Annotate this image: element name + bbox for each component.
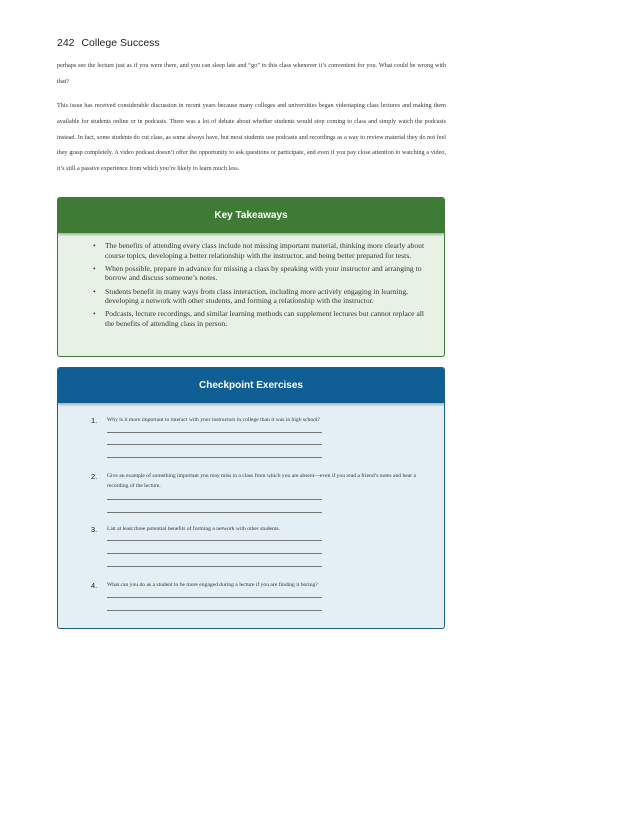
answer-line[interactable] — [107, 457, 322, 458]
question-number: 2. — [91, 472, 98, 481]
question-number: 1. — [91, 416, 98, 425]
answer-line[interactable] — [107, 597, 322, 598]
takeaway-text: The benefits of attending every class include not missing important material, thinking more clearly about course topics, developing a better relationship with the instructor, and being better prepared for tests. — [105, 241, 425, 260]
book-title: College Success — [81, 37, 160, 49]
takeaway-item — [93, 263, 431, 283]
takeaway-text: Students benefit in many ways from class interaction, including more actively engaging in learning, developing a network with other students, and forming a relationship with the instructor. — [105, 286, 409, 306]
page-number: 242 — [57, 37, 75, 49]
answer-line[interactable] — [107, 512, 322, 513]
question-number: 3. — [91, 525, 98, 534]
checkpoint-exercises-box — [57, 367, 445, 629]
page-header — [57, 37, 160, 49]
checkpoint-title: Checkpoint Exercises — [58, 368, 444, 403]
question-text: What can you do as a student to be more engaged during a lecture if you are finding it boring? — [107, 582, 318, 588]
bullet-icon: • — [93, 286, 96, 296]
question-text: Give an example of something important you may miss in a class from which you are absent—even if you read a friend’s notes and hear a recording of the lecture. — [107, 473, 416, 489]
takeaway-item — [93, 286, 431, 306]
question-text: List at least three potential benefits of forming a network with other students. — [107, 526, 280, 532]
answer-line[interactable] — [107, 432, 322, 433]
question-number: 4. — [91, 581, 98, 590]
bullet-icon: • — [93, 241, 96, 250]
takeaway-item — [93, 241, 431, 260]
question-text: Why is it more important to interact with your instructors in college than it was in high school? — [107, 417, 320, 423]
key-takeaways-box — [57, 197, 445, 357]
takeaway-item — [93, 309, 431, 328]
answer-line[interactable] — [107, 444, 322, 445]
answer-line[interactable] — [107, 499, 322, 500]
body-paragraph: This issue has received considerable discussion in recent years because many colleges and universities began videotaping class lectures and making them available for students online or in podcasts. There was a lot of debate about whether students would stop coming to class and simply watch the podcasts instead. In fact, some students do cut class, as some always have, but most students use podcasts and recordings as a way to review material they do not feel they grasp completely. A video podcast doesn’t offer the opportunity to ask questions or participate, and even if you pay close attention to watching a video, it’s still a passive experience from which you’re likely to learn much less. — [57, 102, 446, 173]
key-takeaways-title: Key Takeaways — [58, 198, 444, 233]
takeaways-list — [58, 241, 444, 329]
takeaway-text: When possible, prepare in advance for missing a class by speaking with your instructor and arranging to borrow and discuss someone’s notes. — [105, 263, 422, 283]
body-paragraph: perhaps see the lecture just as if you were there, and you can sleep late and “go” to this class whenever it’s convenient for you. What could be wrong with that? — [57, 62, 446, 85]
answer-line[interactable] — [107, 610, 322, 611]
answer-line[interactable] — [107, 566, 322, 567]
bullet-icon: • — [93, 263, 96, 273]
bullet-icon: • — [93, 309, 96, 319]
takeaway-text: Podcasts, lecture recordings, and similar learning methods can supplement lectures but cannot replace all the benefits of attending class in person. — [105, 309, 425, 328]
answer-line[interactable] — [107, 540, 322, 541]
answer-line[interactable] — [107, 553, 322, 554]
